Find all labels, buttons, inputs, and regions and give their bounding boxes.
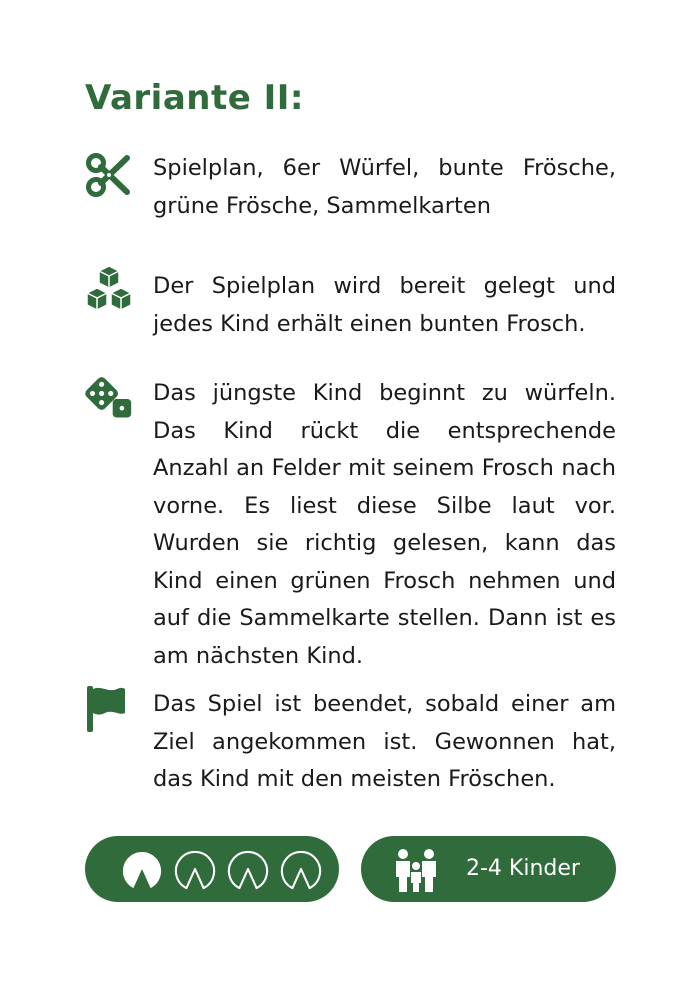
players-label: 2-4 Kinder — [466, 856, 580, 881]
play-section — [85, 375, 616, 675]
setup-section — [85, 268, 616, 343]
lily-pad-icon — [227, 848, 269, 890]
lily-pad-icon — [121, 848, 163, 890]
end-section — [85, 686, 616, 799]
difficulty-badge — [85, 836, 339, 902]
end-text: Das Spiel ist beendet, sobald einer am Ziel angekommen ist. Gewonnen hat, das Kind mit den meisten Fröschen. — [153, 691, 616, 792]
play-text: Das jüngste Kind beginnt zu würfeln. Das Kind rückt die entsprechende Anzahl an Felder mit seinem Frosch nach vorne. Es liest diese Silbe laut vor. Wurden sie richtig gelesen, kann das Kind einen grünen Frosch nehmen und auf die Sammelkarte stellen. Dann ist es am nächsten Kind. — [153, 380, 616, 669]
cubes-icon — [85, 264, 133, 312]
scissors-icon — [85, 152, 133, 200]
dice-icon — [85, 375, 133, 423]
players-badge — [361, 836, 616, 902]
flag-icon — [85, 686, 133, 734]
page-title: Variante II: — [85, 78, 305, 118]
family-icon — [393, 847, 439, 893]
lily-pad-icon — [174, 848, 216, 890]
lily-pad-icon — [280, 848, 322, 890]
setup-text: Der Spielplan wird bereit gelegt und jedes Kind erhält einen bunten Frosch. — [153, 273, 616, 337]
material-section — [85, 150, 616, 225]
material-text: Spielplan, 6er Würfel, bunte Frösche, grüne Frösche, Sammelkarten — [153, 155, 616, 219]
